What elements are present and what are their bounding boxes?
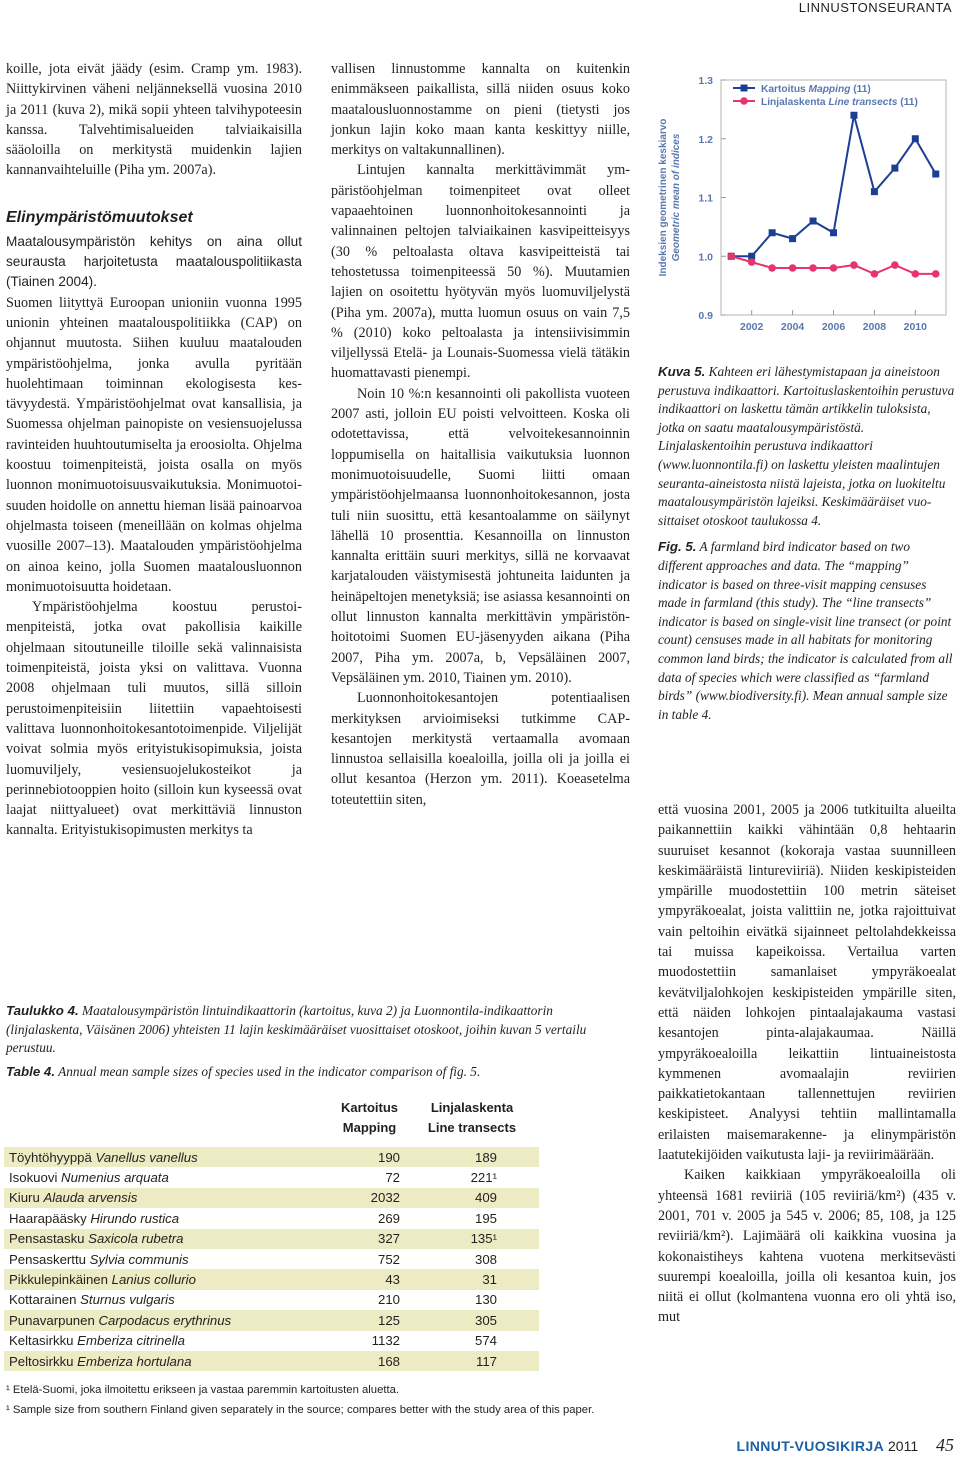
line-transect-value: 409 — [404, 1188, 539, 1208]
data-point-mapping — [789, 235, 796, 242]
line-transect-value: 195 — [474, 1210, 497, 1226]
paragraph: että vuosina 2001, 2005 ja 2006 tutkituilta alueilta paikannettiin kaikki vähintään 0,8 hehtaarin suuruiset kesannot (kokoraja vastaa suunnilleen keskimääräistä lintureviiriä). Niiden keskipisteiden ympärille muodostettiin 100 metrin säteiset ympyräkoealat, joista valittiin ne, jotka rajoittuivat vain peltoihin eivätkä sijainneet peltolahdekkeissa tai muissa kapeikoissa. Vertailua varten muodostettiin samanlaiset ympyräkoealat kevätviljalohkojen keskipisteiden ympärille siten, että näiden lohkojen pintaalajakauma vastasi kesantojen pinta-alajakaumaa. Näillä ympyräkoealoilla leikattiin lintuaineistosta kymmenen avomaalajin reviirien paikkatietokantaan tallennettujen reviirien keskipisteet. Analyysi tehtiin mallintamalla erilaisten maisemarakenne- ja elinympäristön laatutekijöiden vaikutusta laji- ja reviirimäärään. — [658, 802, 956, 1164]
mapping-value: 1132 — [371, 1333, 400, 1349]
line-chart — [646, 58, 958, 348]
species-name-fi: Peltosirkku — [9, 1353, 78, 1369]
legend-label: Kartoitus Mapping (11) — [761, 84, 871, 95]
species-cell — [4, 1208, 334, 1228]
data-point-line-transects — [850, 261, 858, 269]
paragraph: Suomen liityttyä Euroopan unioniin vuonna 1995 unionin yhteinen maatalouspolitiikka (CAP) on ohjannut muutosta. Siihen kuuluu maatalouden ympäristöohjelma, jonka avulla pyritään huolehtimaan toiminnan ekologisesta kestävyydestä. Ympäristöohjelmat ovat kansallisia, ja Suomessa ohjelman painopiste on vesiensuojelussa ravinteiden huuhtoutumiselta ja eroosiolta. Ohjelma koostuu toimenpiteistä, joista osalla on myös luonnon monimuotoisuusvaikutuksia. Monimuotoisuuden hoidolle on annettu hieman lisää painoarvoa ohjelmasta toiseen (meneillään on kolmas ohjelma vuosille 2007–13). Maatalouden ympäristöohjelma on ainoa keino, jolla Suomen maatalousluonnon monimuotoisuutta hoidetaan. — [6, 294, 302, 595]
table-text-fi: Maatalousympäristön lintuindikaattorin (kartoitus, kuva 2) ja Luonnontila-indikaattorin (linjalaskenta, Väisänen 2006) yhteisten 11 lajin keskimääräiset vuosittaiset otoskoot, joihin kuvan 5 vertailu perustuu. — [6, 1003, 587, 1056]
paragraph: Luonnonhoitokesantojen potentiaalisen merkityksen arvioimiseksi tutkimme CAP-kesantojen merkitystä vertaamalla avomaan linnustoa sellaisilla koealoilla, joilla oli ja joilla ei ollut kesantoa (Herzon ym. 2011). Koeasetelma toteutettiin siten, — [331, 690, 630, 808]
x-tick-label: 2002 — [740, 321, 764, 333]
figure-caption — [658, 363, 956, 724]
sample-size-table — [4, 1097, 539, 1371]
data-point-mapping — [769, 229, 776, 236]
x-tick-label: 2010 — [903, 321, 927, 333]
line-transect-value: 117 — [404, 1351, 539, 1371]
species-name-scientific: Carpodacus erythrinus — [98, 1312, 232, 1328]
species-name-fi: Pensastasku — [9, 1231, 89, 1247]
line-transect-value: 308 — [474, 1251, 497, 1267]
table-row — [4, 1188, 539, 1208]
mapping-value: 327 — [334, 1229, 404, 1249]
species-name-fi: Isokuovi — [9, 1170, 62, 1186]
line-transect-value: 574 — [474, 1333, 497, 1349]
species-name-scientific: Alauda arvensis — [43, 1190, 138, 1206]
species-cell — [4, 1310, 334, 1330]
figure-label-en: Fig. 5. — [658, 539, 697, 555]
data-point-line-transects — [748, 258, 756, 266]
species-name-fi: Punavarpunen — [9, 1312, 99, 1328]
line-transect-value: 130 — [474, 1292, 497, 1308]
y-axis-label: Indeksien geometrinen keskiarvo — [658, 118, 669, 277]
table-row — [4, 1229, 539, 1249]
species-cell — [4, 1229, 334, 1249]
species-cell — [4, 1290, 334, 1310]
table-row — [4, 1208, 539, 1228]
species-name-scientific: Hirundo rustica — [90, 1210, 180, 1226]
mapping-value: 43 — [334, 1269, 404, 1289]
footnote-fi: ¹ Etelä-Suomi, joka ilmoitettu erikseen ja vastaa paremmin kartoitusten aluetta. — [6, 1384, 400, 1396]
lead-paragraph: Maatalousympäristön kehitys on aina ollut seurausta harjoitetusta maatalouspolitiikasta (Tiainen 2004). — [6, 233, 302, 290]
journal-year: 2011 — [888, 1438, 919, 1454]
species-cell — [4, 1351, 334, 1371]
species-cell — [4, 1249, 334, 1269]
x-tick-label: 2004 — [780, 321, 805, 333]
data-point-mapping — [891, 165, 898, 172]
header-blank — [4, 1117, 334, 1137]
mapping-value: 190 — [334, 1147, 404, 1167]
header-line-en: Line transects — [427, 1119, 517, 1135]
y-tick-label: 1.2 — [698, 133, 713, 146]
y-tick-label: 1.3 — [698, 75, 713, 87]
table-row — [4, 1269, 539, 1289]
species-name-scientific: Numenius arquata — [61, 1170, 169, 1186]
x-tick-label: 2008 — [862, 321, 887, 333]
data-point-mapping — [871, 188, 878, 195]
paragraph: vallisen linnustomme kannalta on kuitenkin enimmäkseen paikallista, sillä niiden osuus koko maatalousluonnostamme on pieni (tietysti jos jonkun lajin koko maan kanta keskittyy niille, merkitys on valtakunnallinen). — [331, 61, 630, 159]
table-row — [4, 1351, 539, 1371]
header-mapping-fi: Kartoitus — [340, 1099, 399, 1115]
table-row — [4, 1147, 539, 1167]
header-mapping-en: Mapping — [342, 1119, 397, 1135]
data-point-line-transects — [809, 264, 817, 272]
legend-marker — [741, 85, 748, 92]
line-transect-value: 135¹ — [404, 1229, 539, 1249]
legend-label: Linjalaskenta Line transects (11) — [761, 97, 918, 108]
species-name-fi: Pensaskerttu — [9, 1251, 90, 1267]
plot-frame — [721, 80, 946, 315]
figure-text-fi: Kahteen eri lähestymistapaan ja aineistoon perustuva indikaattori. Kartoituslaskentoihin perustuva indikaattori on laskettu tämän artikkelin tuloksista, jotka on saatu maatalousympäristöstä. Linjalaskentoihin perustuva indikaattori (www.luonnontila.fi) on laskettu yleisten maalintujen seuranta-aineistosta niistä lajeista, jotka on luokiteltu maatalousympäristön lajeiksi. Keskimääräiset vuosittaiset otoskoot taulukossa 4. — [658, 364, 955, 528]
species-name-fi: Töyhtöhyyppä — [9, 1149, 96, 1165]
text-column-2 — [331, 59, 630, 810]
table-footnotes — [6, 1380, 646, 1420]
data-point-mapping — [810, 218, 817, 225]
data-point-mapping — [912, 135, 919, 142]
species-name-scientific: Sturnus vulgaris — [80, 1292, 175, 1308]
data-point-mapping — [850, 112, 857, 119]
species-cell — [4, 1331, 334, 1351]
text-column-1 — [6, 59, 302, 841]
species-name-scientific: Sylvia communis — [89, 1251, 189, 1267]
table-label-en: Table 4. — [6, 1063, 56, 1079]
footnote-en: ¹ Sample size from southern Finland given separately in the source; compares better with the study area of this paper. — [6, 1404, 595, 1416]
journal-name: LINNUT-VUOSIKIRJA — [736, 1438, 885, 1454]
species-name-fi: Pikkulepinkäinen — [9, 1272, 112, 1288]
species-name-fi: Keltasirkku — [9, 1333, 78, 1349]
mapping-value: 269 — [377, 1210, 400, 1226]
y-tick-label: 0.9 — [698, 310, 713, 322]
line-transect-value: 189 — [404, 1147, 539, 1167]
line-transect-value: 305 — [404, 1310, 539, 1330]
data-point-line-transects — [789, 264, 797, 272]
species-name-fi: Kottarainen — [9, 1292, 81, 1308]
data-point-line-transects — [891, 261, 899, 269]
figure-text-en: A farmland bird indicator based on two different approaches and data. The “mapping” indicator is based on three-visit mapping censuses made in farmland (this study). The “line transects” indicator is based on single-visit line transect (or point count) censuses made in all habitats for monitoring common land birds; the indicator is calculated from all data of species which were classified as “farmland birds” (www.biodiversity.fi). Mean annual sample size in table 4. — [658, 539, 953, 722]
table-row — [4, 1249, 539, 1269]
mapping-value: 125 — [334, 1310, 404, 1330]
data-point-line-transects — [727, 252, 735, 260]
data-point-line-transects — [932, 270, 940, 278]
y-tick-label: 1.1 — [698, 192, 713, 205]
mapping-value: 2032 — [334, 1188, 404, 1208]
table-row — [4, 1310, 539, 1330]
text-column-3 — [658, 800, 956, 1328]
table-row — [4, 1167, 539, 1187]
figure-5-chart — [646, 58, 958, 348]
species-cell — [4, 1269, 334, 1289]
data-point-line-transects — [912, 270, 920, 278]
x-tick-label: 2006 — [821, 321, 846, 333]
table-text-en: Annual mean sample sizes of species used in the indicator comparison of fig. 5. — [58, 1063, 481, 1079]
species-name-scientific: Emberiza hortulana — [77, 1353, 192, 1369]
table-4 — [4, 1097, 539, 1371]
species-name-fi: Kiuru — [9, 1190, 44, 1206]
header-blank — [4, 1097, 334, 1117]
legend-marker — [740, 97, 748, 105]
species-name-scientific: Lanius collurio — [111, 1272, 196, 1288]
species-cell — [4, 1188, 334, 1208]
mapping-value: 168 — [334, 1351, 404, 1371]
paragraph: koille, jota eivät jäädy (esim. Cramp ym. 1983). Niittykirvinen väheni neljänneksellä vuosina 2010 ja 2011 (kuva 2), mikä sopii yhteen talvihypoteesin kanssa. Talvehtimisalueiden talviaikaisilla sääoloilla on merkitystä muidenkin lajien kannanvaihteluille (Piha ym. 2007a). — [6, 61, 302, 179]
species-name-fi: Haarapääsky — [9, 1210, 91, 1226]
section-heading: Elinympäristömuutokset — [6, 208, 193, 226]
paragraph: Ympäristöohjelma koostuu perustoimenpiteistä, jotka ovat pakollisia kaikille ohjelmaan sitoutuneille tiloille sekä valinnaisista toimenpiteistä, joista yksi on valittava. Vuonna 2008 ohjelmaan tuli muutos, sillä silloin perustoimenpiteisiin liitettiin vapaehtoisesti valittava luonnonhoitokesantotoimenpide. Viljelijät voivat solmia myös erityistukisopimuksia, joista luomuviljely, vesiensuojelukosteikot ja perinnebiotooppien hoito (silloin kun kyseessä ovat laajat niittyalueet) ovat merkittäviä linnuston kannalta. Erityistukisopimusten merkitys ta — [6, 599, 302, 839]
paragraph: Kaiken kaikkiaan ympyräkoealoilla oli yhteensä 1681 reviiriä (105 reviiriä/km²) (435 v. 2001, 701 v. 2005 ja 545 v. 2006; 85, 108, ja 125 reviiriä/km²). Lajimäärä oli kaikkina vuosina ja kokonaistiheys kahtena vuotena merkitsevästi suurempi koealoilla, joilla oli kesantoa kuin, jos niitä ei ollut (kolmantena vuonna ero oli yhtä iso, mut — [658, 1167, 956, 1326]
mapping-value: 72 — [385, 1170, 400, 1186]
header-line-fi: Linjalaskenta — [430, 1099, 514, 1115]
figure-label-fi: Kuva 5. — [658, 364, 706, 379]
species-name-scientific: Emberiza citrinella — [77, 1333, 185, 1349]
data-point-line-transects — [830, 264, 838, 272]
table-body — [4, 1147, 539, 1371]
data-point-line-transects — [871, 270, 879, 278]
paragraph: Lintujen kannalta merkittävimmät ympäristöohjelman toimenpiteet ovat olleet vapaaehtoinen luonnonhoitokesannointi ja valinnainen peltojen talviaikainen kasvipeitteisyys (30 % peltoalasta oltava kasvipeitteistä tai tehostetussa toimenpiteessä 50 %). Muutamien lajien on osoitettu hyötyvän myös luomuviljelystä (Piha ym. 2007a), mutta luomun osuus on vain 7,5 % (2010) koko peltoalasta ja intensiivisimmin viljellyssä Etelä- ja Lounais-Suomessa vielä tätäkin huomattavasti pienempi. — [331, 162, 630, 382]
mapping-value: 752 — [377, 1251, 400, 1267]
page-footer — [737, 1435, 954, 1456]
table-label-fi: Taulukko 4. — [6, 1003, 79, 1018]
table-row — [4, 1290, 539, 1310]
y-tick-label: 1.0 — [698, 251, 713, 264]
table-caption — [6, 1002, 632, 1086]
species-cell — [4, 1167, 334, 1187]
line-transect-value: 31 — [404, 1269, 539, 1289]
paragraph: Noin 10 %:n kesannointi oli pakollista vuoteen 2007 asti, jolloin EU poisti velvoitteen. Koska oli odotettavissa, että velvoitekesannoinnin loppumisella on haitallisia vaikutuksia luonnon monimuotoisuudelle, Suomi liitti omaan ympäristöohjelmaansa luonnonhoitokesannon, josta tuli niin suosittu, että kesantoalamme on säilynyt lähellä 10 prosenttia. Kesannoilla on linnuston kannalta erittäin suuri merkitys, sillä ne korvaavat karjatalouden väistymisestä johtuneita laidunten ja heinäpeltojen menetyksiä; ise asiassa kesannointi on ollut linnuston kannalta merkittävin ympäristönhoitotoimi Suomen EU-jäsenyyden aikana (Piha 2007, Piha ym. 2007a, b, Vepsäläinen 2007, Vepsäläinen ym. 2010, Tiainen ym. 2010). — [331, 385, 630, 686]
data-point-mapping — [830, 229, 837, 236]
species-name-scientific: Saxicola rubetra — [88, 1231, 184, 1247]
data-point-line-transects — [768, 264, 776, 272]
table-row — [4, 1331, 539, 1351]
data-point-mapping — [932, 171, 939, 178]
species-name-scientific: Vanellus vanellus — [95, 1149, 198, 1165]
species-cell — [4, 1147, 334, 1167]
mapping-value: 210 — [377, 1292, 400, 1308]
page-number: 45 — [936, 1435, 954, 1455]
y-axis-label-en: Geometric mean of indices — [671, 133, 682, 262]
running-header: LINNUSTONSEURANTA — [798, 0, 952, 15]
line-transect-value: 221¹ — [470, 1170, 497, 1186]
